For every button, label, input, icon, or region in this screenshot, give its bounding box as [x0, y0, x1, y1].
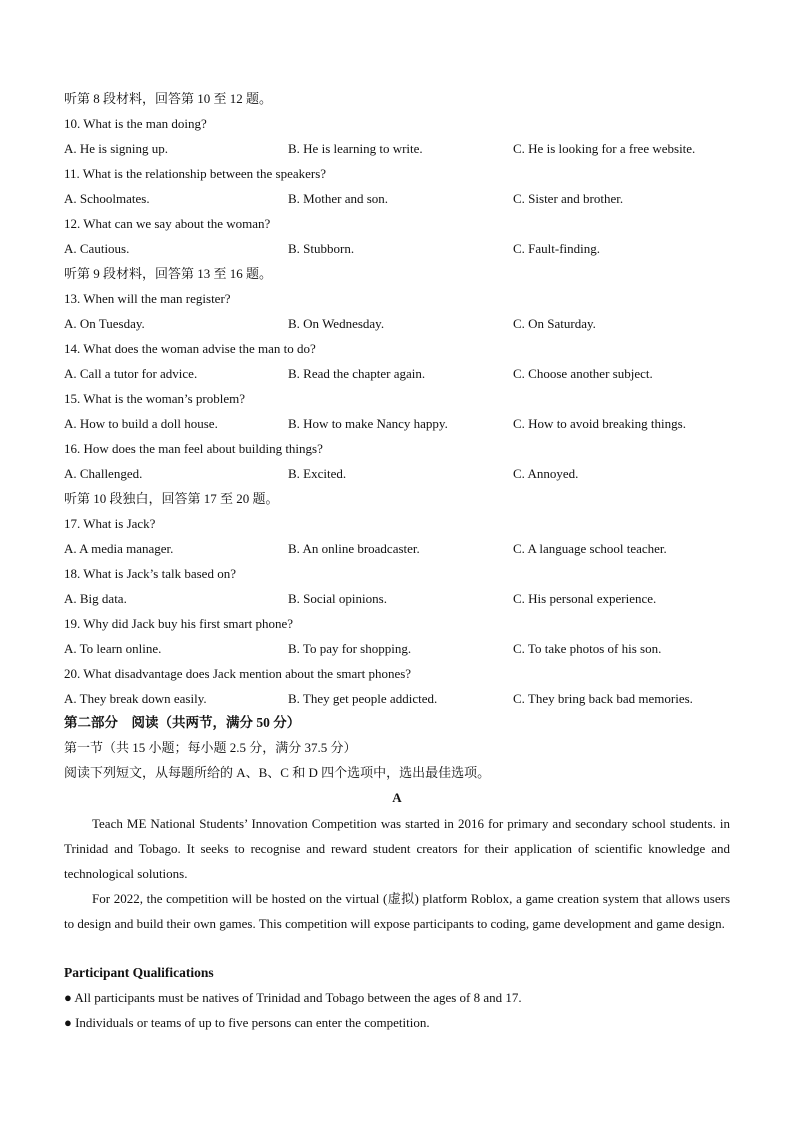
question-text: 14. What does the woman advise the man to do?: [64, 341, 316, 356]
section-instruction: 听第 8 段材料，回答第 10 至 12 题。: [64, 91, 273, 106]
option-c: C. How to avoid breaking things.: [513, 416, 686, 431]
question-text: 10. What is the man doing?: [64, 116, 207, 131]
passage-paragraph-1: Teach ME National Students’ Innovation Competition was started in 2016 for primary and secondary school students. in Trinidad and Tobago. It seeks to recognise and reward student creators for their application of scientific knowledge and technological solutions.: [64, 816, 730, 881]
question-text: 18. What is Jack’s talk based on?: [64, 566, 236, 581]
part2-heading: 第二部分 阅读（共两节，满分 50 分）: [64, 715, 301, 730]
passage-letter: A: [392, 790, 402, 805]
section-heading: 第一节（共 15 小题；每小题 2.5 分，满分 37.5 分）: [64, 740, 357, 755]
option-c: C. Fault-finding.: [513, 241, 601, 256]
option-a: A. Challenged.: [64, 466, 143, 481]
option-a: A. He is signing up.: [64, 141, 168, 156]
question-text: 20. What disadvantage does Jack mention about the smart phones?: [64, 666, 412, 681]
qualification-bullet-1: ● All participants must be natives of Trinidad and Tobago between the ages of 8 and 17.: [64, 990, 522, 1005]
option-a: A. Schoolmates.: [64, 191, 150, 206]
option-a: A. How to build a doll house.: [64, 416, 218, 431]
question-text: 19. Why did Jack buy his first smart phone?: [64, 616, 294, 631]
question-text: 13. When will the man register?: [64, 291, 231, 306]
option-a: A. A media manager.: [64, 541, 174, 556]
option-a: A. Big data.: [64, 591, 127, 606]
option-b: B. Read the chapter again.: [288, 366, 426, 381]
option-c: C. His personal experience.: [513, 591, 657, 606]
option-b: B. Mother and son.: [288, 191, 389, 206]
question-text: 16. How does the man feel about building things?: [64, 441, 323, 456]
qualifications-heading: Participant Qualifications: [64, 965, 214, 980]
option-c: C. They bring back bad memories.: [513, 691, 693, 706]
passage-paragraph-2: For 2022, the competition will be hosted on the virtual (虚拟) platform Roblox, a game creation system that allows users to design and build their own games. This competition will expose participants to coding, game development and game design.: [64, 891, 730, 931]
option-c: C. Annoyed.: [513, 466, 579, 481]
instruction-text: 阅读下列短文，从每题所给的 A、B、C 和 D 四个选项中，选出最佳选项。: [64, 765, 491, 780]
question-text: 17. What is Jack?: [64, 516, 156, 531]
option-b: B. On Wednesday.: [288, 316, 385, 331]
option-c: C. Choose another subject.: [513, 366, 653, 381]
section-instruction: 听第 10 段独白，回答第 17 至 20 题。: [64, 491, 279, 506]
option-c: C. To take photos of his son.: [513, 641, 662, 656]
option-b: B. Stubborn.: [288, 241, 355, 256]
option-c: C. A language school teacher.: [513, 541, 667, 556]
option-b: B. He is learning to write.: [288, 141, 423, 156]
option-b: B. How to make Nancy happy.: [288, 416, 448, 431]
question-text: 15. What is the woman’s problem?: [64, 391, 246, 406]
option-b: B. Excited.: [288, 466, 347, 481]
option-a: A. Call a tutor for advice.: [64, 366, 198, 381]
option-a: A. Cautious.: [64, 241, 130, 256]
option-a: A. To learn online.: [64, 641, 162, 656]
qualification-bullet-2: ● Individuals or teams of up to five persons can enter the competition.: [64, 1015, 430, 1030]
question-text: 11. What is the relationship between the speakers?: [64, 166, 327, 181]
option-a: A. They break down easily.: [64, 691, 207, 706]
option-b: B. Social opinions.: [288, 591, 387, 606]
option-b: B. An online broadcaster.: [288, 541, 420, 556]
option-a: A. On Tuesday.: [64, 316, 145, 331]
section-instruction: 听第 9 段材料，回答第 13 至 16 题。: [64, 266, 273, 281]
question-text: 12. What can we say about the woman?: [64, 216, 271, 231]
option-b: B. To pay for shopping.: [288, 641, 412, 656]
option-c: C. He is looking for a free website.: [513, 141, 696, 156]
option-c: C. Sister and brother.: [513, 191, 624, 206]
option-b: B. They get people addicted.: [288, 691, 438, 706]
option-c: C. On Saturday.: [513, 316, 596, 331]
